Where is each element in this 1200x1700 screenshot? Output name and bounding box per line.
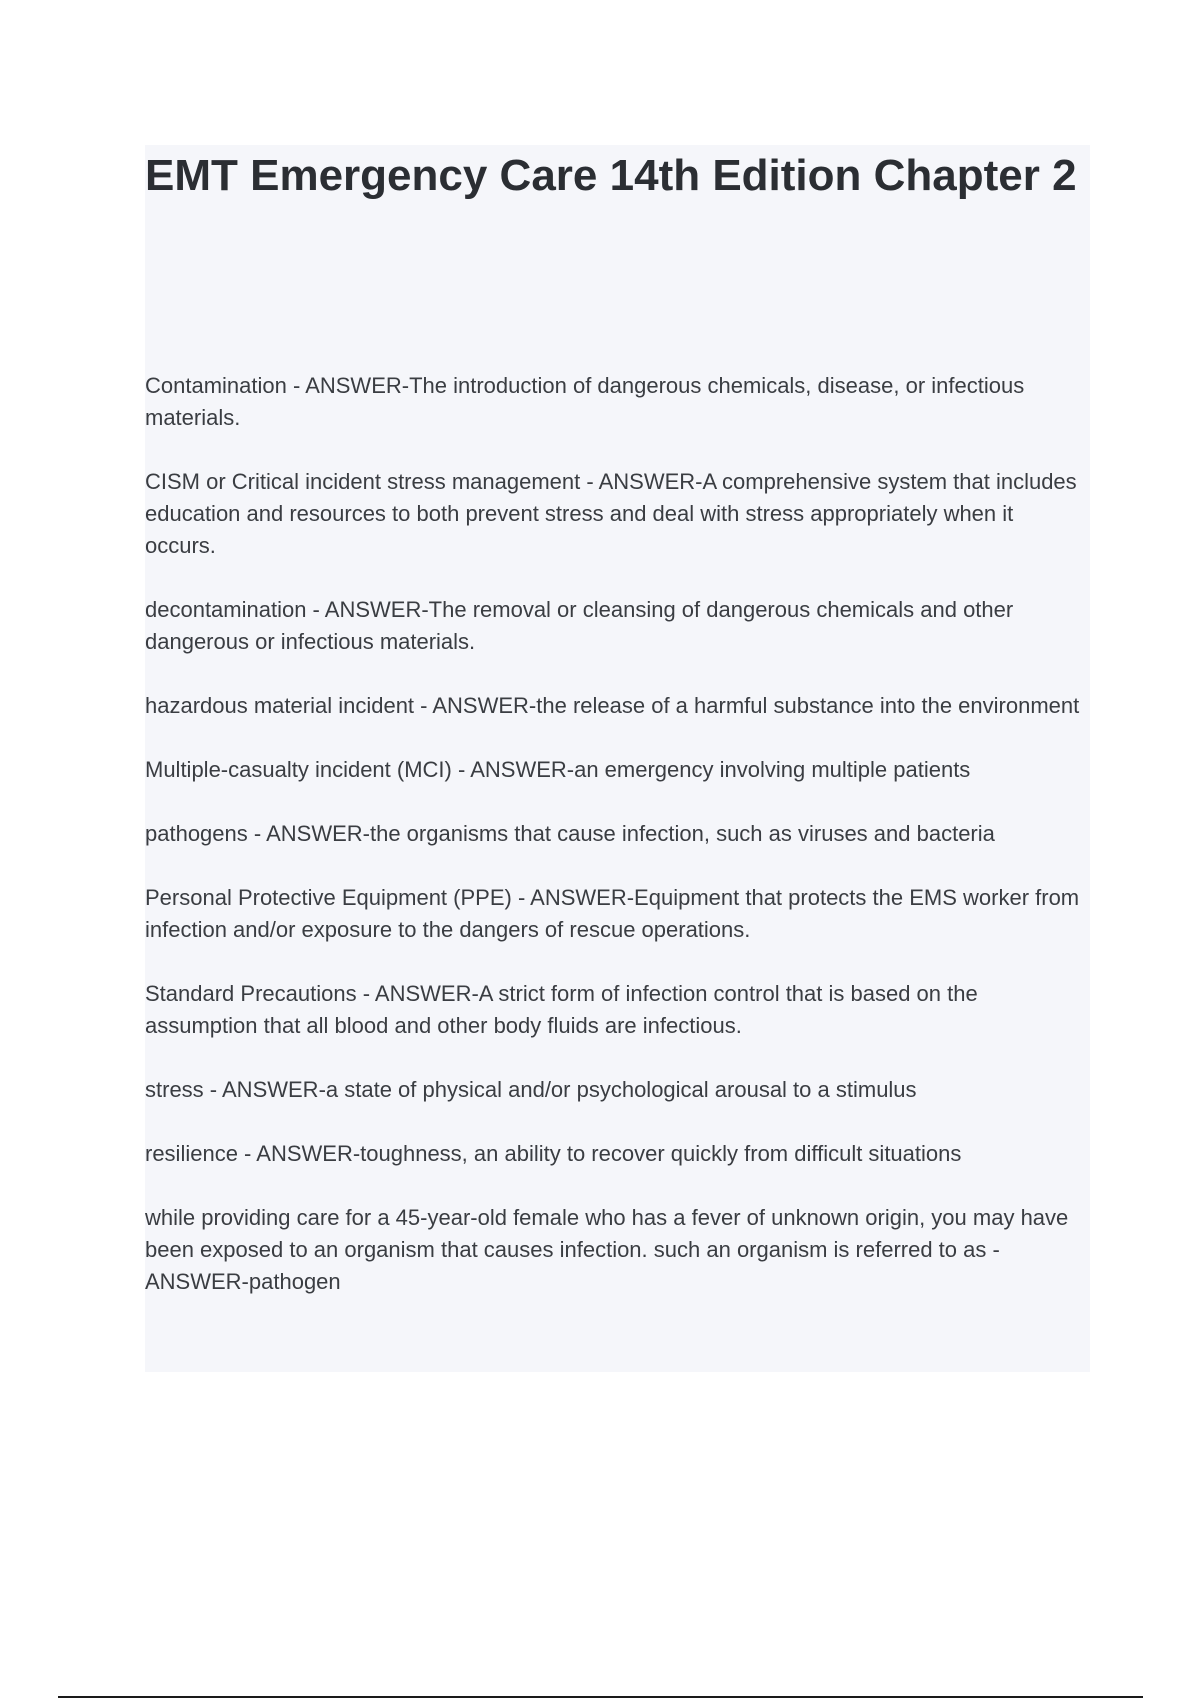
flashcard-entry-resilience: resilience - ANSWER-toughness, an ability to recover quickly from difficult situations — [145, 1141, 962, 1166]
flashcard-list — [145, 370, 1090, 1330]
flashcard-entry-contamination: Contamination - ANSWER-The introduction of dangerous chemicals, disease, or infectious materials. — [145, 373, 1025, 430]
flashcard-entry-decontamination: decontamination - ANSWER-The removal or cleansing of dangerous chemicals and other dangerous or infectious materials. — [145, 597, 1014, 654]
flashcard-entry-pathogens: pathogens - ANSWER-the organisms that cause infection, such as viruses and bacteria — [145, 821, 995, 846]
flashcard-entry-pathogen-question: while providing care for a 45-year-old female who has a fever of unknown origin, you may have been exposed to an organism that causes infection. such an organism is referred to as - ANSWER-pathogen — [145, 1205, 1069, 1294]
flashcard-entry-ppe: Personal Protective Equipment (PPE) - ANSWER-Equipment that protects the EMS worker from infection and/or exposure to the dangers of rescue operations. — [145, 885, 1080, 942]
flashcard-entry-standard-precautions: Standard Precautions - ANSWER-A strict form of infection control that is based on the assumption that all blood and other body fluids are infectious. — [145, 981, 978, 1038]
flashcard-entry-stress: stress - ANSWER-a state of physical and/or psychological arousal to a stimulus — [145, 1077, 917, 1102]
flashcard-entry-hazmat: hazardous material incident - ANSWER-the release of a harmful substance into the environment — [145, 693, 1080, 718]
footer-divider — [58, 1696, 1143, 1698]
flashcard-entry-cism: CISM or Critical incident stress management - ANSWER-A comprehensive system that includes education and resources to both prevent stress and deal with stress appropriately when it occurs. — [145, 469, 1077, 558]
flashcard-entry-mci: Multiple-casualty incident (MCI) - ANSWER-an emergency involving multiple patients — [145, 757, 971, 782]
document-title: EMT Emergency Care 14th Edition Chapter 2 — [145, 151, 1077, 200]
